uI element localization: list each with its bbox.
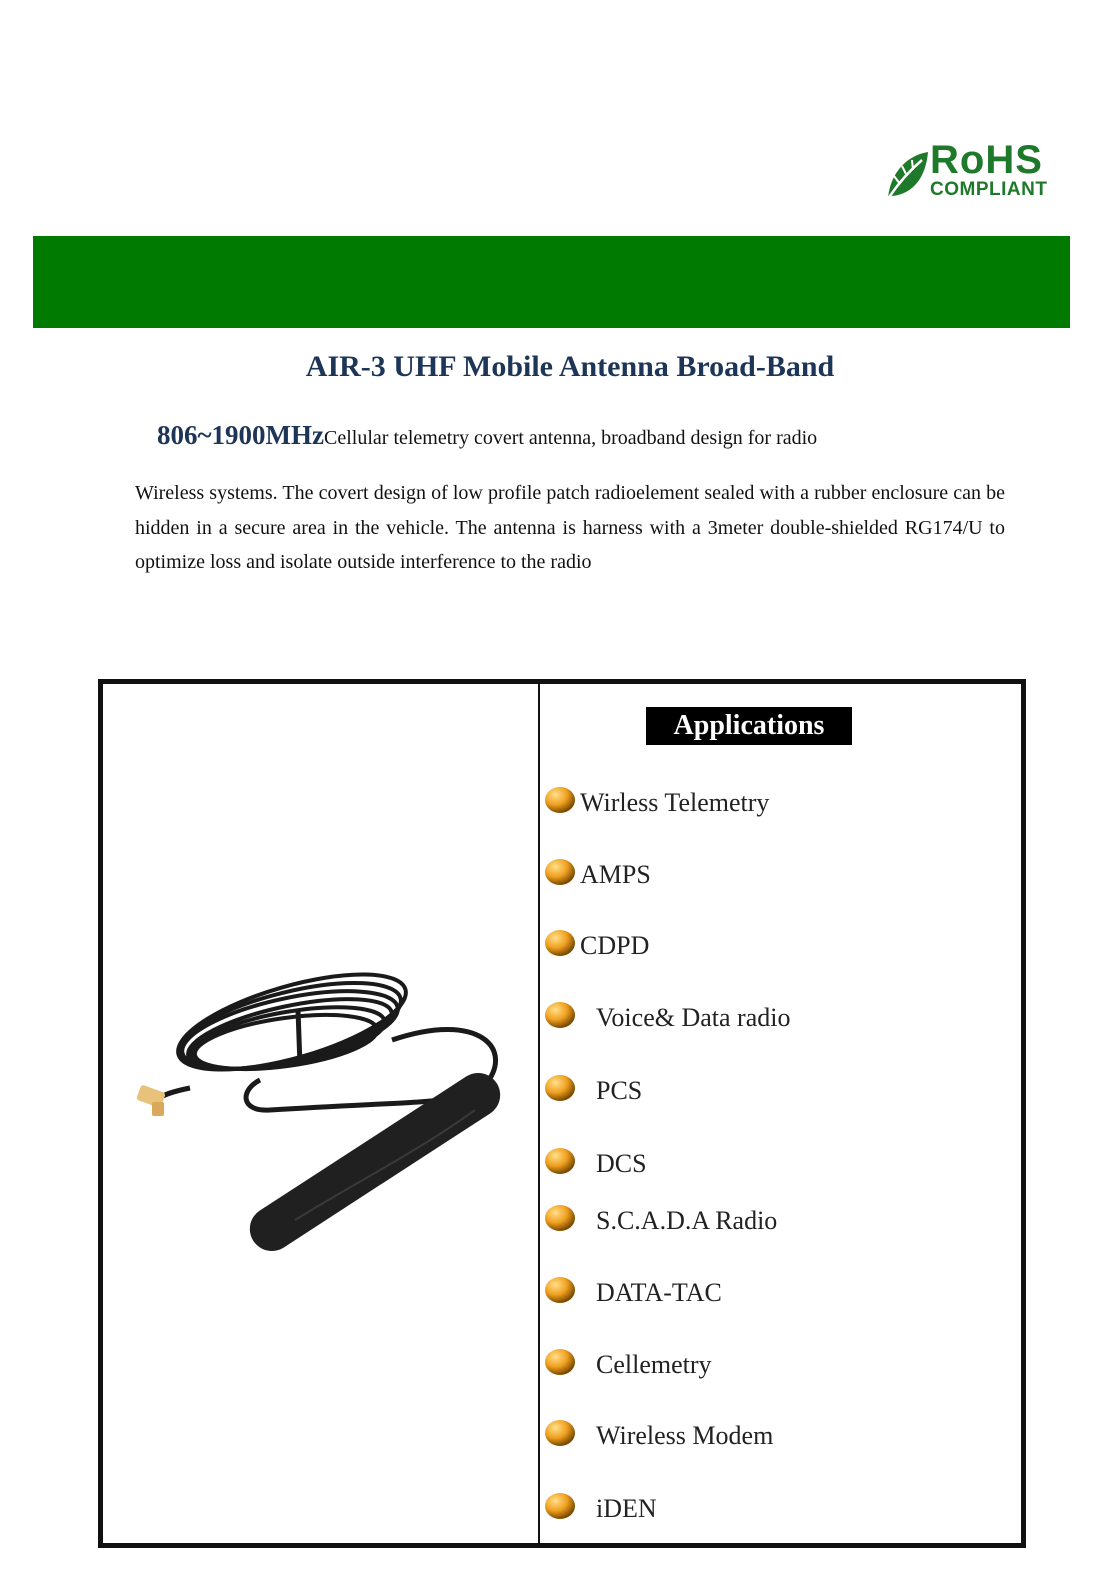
orange-ball-icon <box>544 1275 576 1305</box>
application-label: CDPD <box>580 931 650 960</box>
application-label: DATA-TAC <box>596 1278 722 1307</box>
application-label: DCS <box>596 1149 647 1178</box>
rohs-title: RoHS <box>930 138 1043 182</box>
application-label: Wireless Modem <box>596 1421 774 1450</box>
application-label: PCS <box>596 1076 643 1105</box>
orange-ball-icon <box>544 1418 576 1448</box>
application-label: Wirless Telemetry <box>580 788 770 817</box>
frequency-range: 806~1900MHz <box>157 420 325 450</box>
applications-heading: Applications <box>646 707 852 745</box>
orange-ball-icon <box>544 857 576 887</box>
column-divider <box>538 684 540 1543</box>
orange-ball-icon <box>544 1491 576 1521</box>
orange-ball-icon <box>544 785 576 815</box>
product-description: Wireless systems. The covert design of low profile patch radioelement sealed with a rubber enclosure can be hidden in a secure area in the vehicle. The antenna is harness with a 3meter double-shielded RG174/U to optimize loss and isolate outside interference to the radio <box>135 482 1005 573</box>
frequency-description: Cellular telemetry covert antenna, broadband design for radio <box>324 427 818 449</box>
application-label: Cellemetry <box>596 1350 712 1379</box>
product-title: AIR-3 UHF Mobile Antenna Broad-Band <box>305 350 835 383</box>
leaf-icon <box>880 146 932 204</box>
orange-ball-icon <box>544 1146 576 1176</box>
rohs-badge <box>880 138 1070 208</box>
orange-ball-icon <box>544 1347 576 1377</box>
orange-ball-icon <box>544 1203 576 1233</box>
antenna-image <box>130 970 515 1260</box>
application-label: Voice& Data radio <box>596 1003 791 1032</box>
header-band <box>33 236 1070 328</box>
orange-ball-icon <box>544 1073 576 1103</box>
application-label: iDEN <box>596 1494 657 1523</box>
application-label: AMPS <box>580 860 651 889</box>
orange-ball-icon <box>544 1000 576 1030</box>
orange-ball-icon <box>544 928 576 958</box>
rohs-subtitle: COMPLIANT <box>930 179 1048 200</box>
frequency-line <box>157 420 1017 451</box>
application-label: S.C.A.D.A Radio <box>596 1206 778 1235</box>
